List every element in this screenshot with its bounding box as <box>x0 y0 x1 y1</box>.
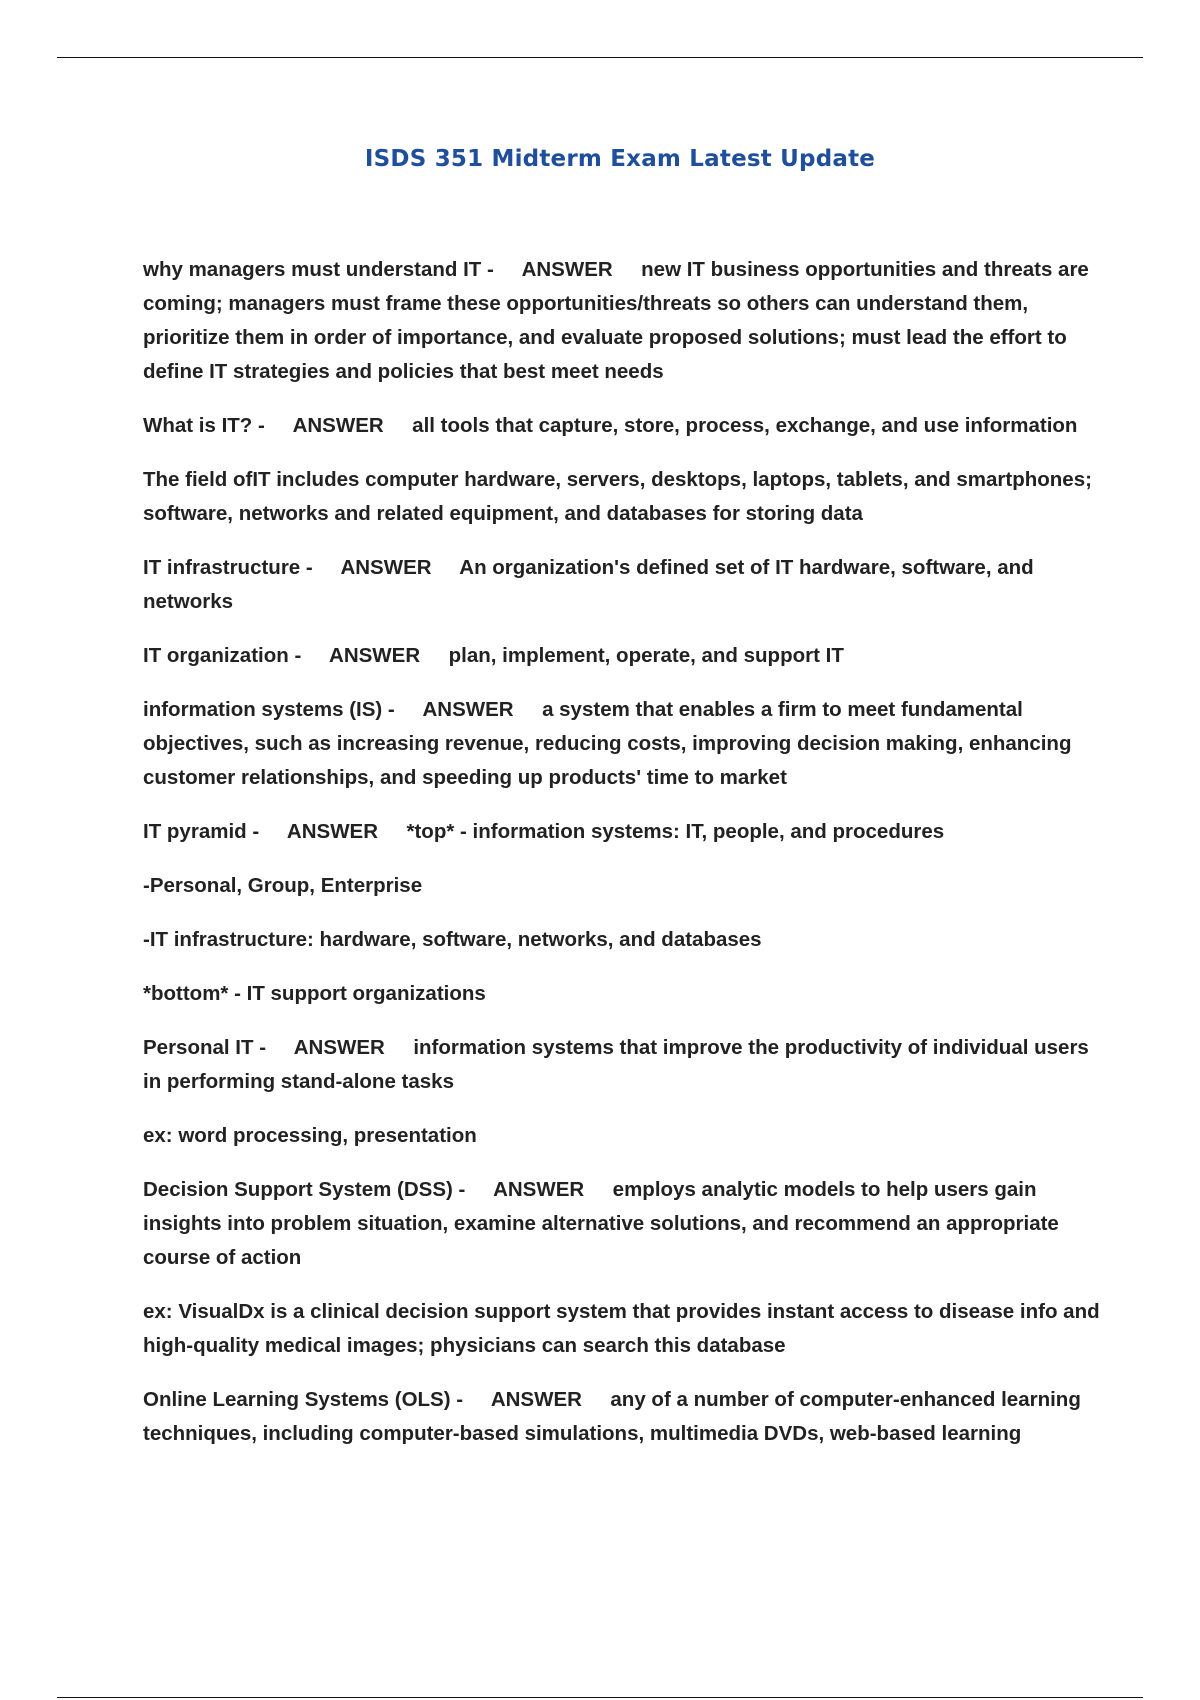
qa-entry <box>143 253 1103 389</box>
bottom-rule <box>57 1697 1143 1698</box>
answer-marker: ANSWER <box>286 820 379 843</box>
qa-entry <box>143 639 1103 673</box>
answer-marker: ANSWER <box>493 1178 585 1201</box>
qa-term: Decision Support System (DSS) - <box>143 1178 466 1201</box>
answer-marker: ANSWER <box>329 644 421 667</box>
qa-entry <box>143 551 1103 619</box>
answer-marker: ANSWER <box>521 258 613 281</box>
qa-entry <box>143 1383 1103 1451</box>
answer-marker: ANSWER <box>340 556 432 579</box>
qa-term: information systems (IS) - <box>143 698 395 721</box>
qa-answer: new IT business opportunities and threats are coming; managers must frame these opportunities/threats so others can understand them, prioritize them in order of importance, and evaluate proposed solutions; must lead the effort to define IT strategies and policies that best meet needs <box>143 258 1089 383</box>
answer-marker: ANSWER <box>422 698 514 721</box>
qa-term: IT organization - <box>143 644 302 667</box>
qa-entry <box>143 815 1103 849</box>
qa-term: What is IT? - <box>143 414 265 437</box>
qa-answer: information systems that improve the productivity of individual users in performing stand-alone tasks <box>143 1036 1089 1093</box>
answer-marker: ANSWER <box>293 1036 385 1059</box>
answer-marker: ANSWER <box>490 1388 582 1411</box>
qa-answer: any of a number of computer-enhanced learning techniques, including computer-based simulations, multimedia DVDs, web-based learning <box>143 1388 1081 1445</box>
answer-marker: ANSWER <box>292 414 384 437</box>
qa-term: why managers must understand IT - <box>143 258 494 281</box>
note-paragraph: *bottom* - IT support organizations <box>143 982 486 1005</box>
qa-entry <box>143 1031 1103 1099</box>
note-paragraph: -Personal, Group, Enterprise <box>143 874 423 897</box>
qa-entry <box>143 1173 1103 1275</box>
qa-answer: a system that enables a firm to meet fundamental objectives, such as increasing revenue, reducing costs, improving decision making, enhancing customer relationships, and speeding up products' time to market <box>143 698 1072 789</box>
note-paragraph: -IT infrastructure: hardware, software, networks, and databases <box>143 928 762 951</box>
qa-entry <box>143 409 1103 443</box>
note-paragraph: ex: VisualDx is a clinical decision support system that provides instant access to disease info and high-quality medical images; physicians can search this database <box>143 1300 1100 1357</box>
top-rule <box>57 57 1143 58</box>
qa-term: IT infrastructure - <box>143 556 313 579</box>
qa-answer: *top* - information systems: IT, people, and procedures <box>406 820 945 843</box>
qa-term: Online Learning Systems (OLS) - <box>143 1388 464 1411</box>
qa-term: IT pyramid - <box>143 820 260 843</box>
qa-answer: An organization's defined set of IT hardware, software, and networks <box>143 556 1034 613</box>
qa-term: Personal IT - <box>143 1036 267 1059</box>
note-paragraph: ex: word processing, presentation <box>143 1124 477 1147</box>
document-title: ISDS 351 Midterm Exam Latest Update <box>364 146 876 172</box>
qa-entry <box>143 693 1103 795</box>
note-paragraph: The field ofIT includes computer hardware, servers, desktops, laptops, tablets, and smartphones; software, networks and related equipment, and databases for storing data <box>143 468 1092 525</box>
qa-answer: plan, implement, operate, and support IT <box>448 644 844 667</box>
document-body <box>143 253 1103 1471</box>
qa-answer: employs analytic models to help users gain insights into problem situation, examine alternative solutions, and recommend an appropriate course of action <box>143 1178 1059 1269</box>
qa-answer: all tools that capture, store, process, exchange, and use information <box>412 414 1078 437</box>
